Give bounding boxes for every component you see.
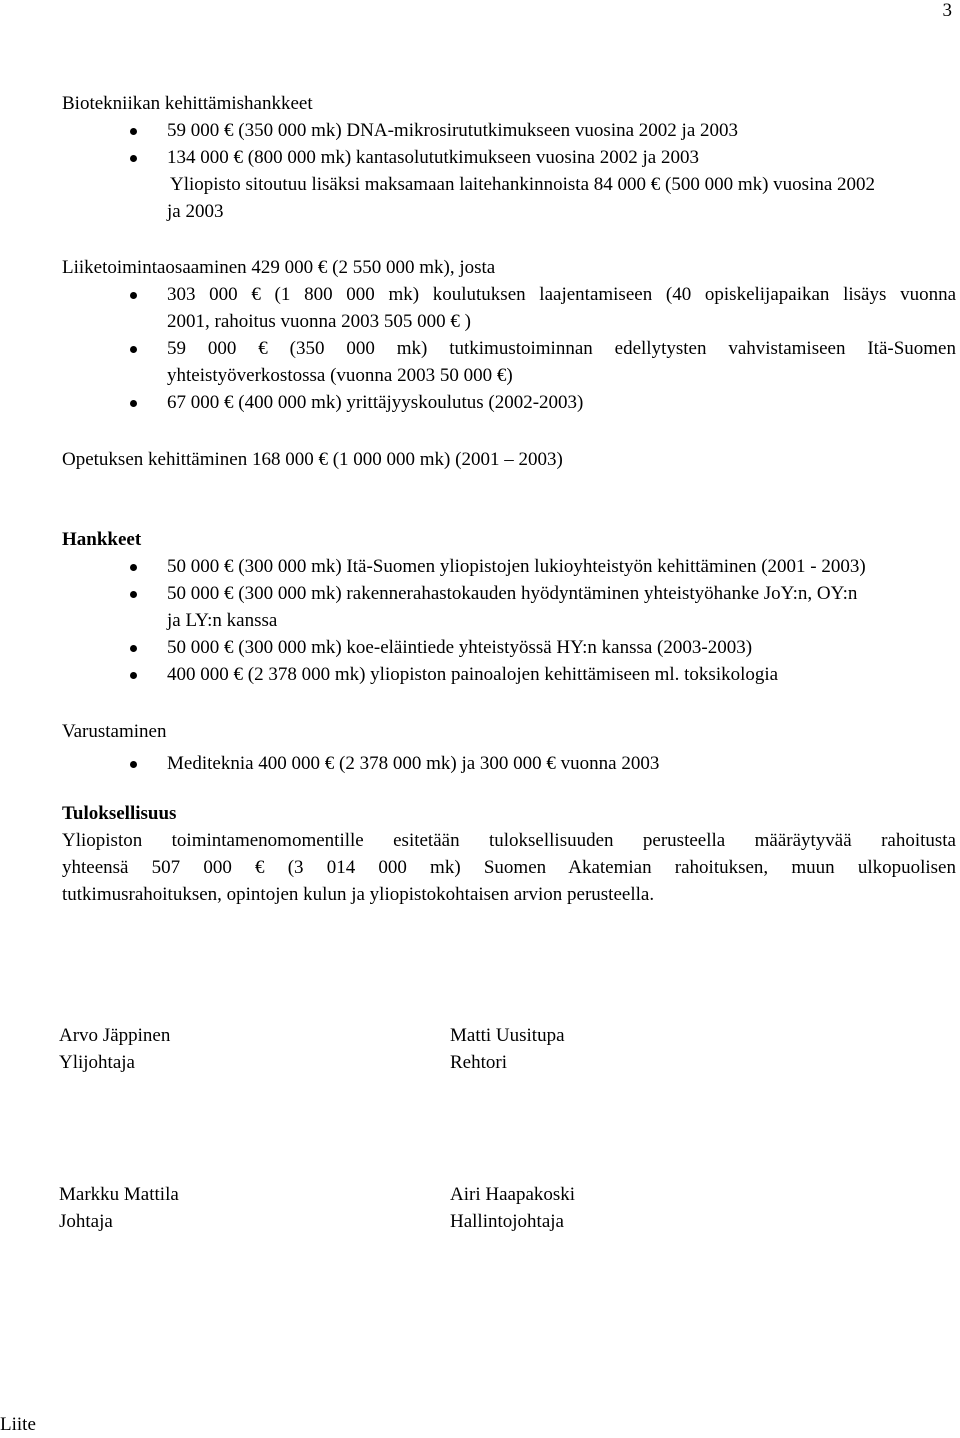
list-item: 50 000 € (300 000 mk) Itä-Suomen yliopistojen lukioyhteistyön kehittäminen (2001 - 2003) (62, 553, 956, 580)
list-item: ja 2003 (167, 201, 224, 222)
signatory-title: Ylijohtaja (59, 1052, 135, 1073)
page-number: 3 (942, 0, 952, 21)
list-item: 303 000 € (1 800 000 mk) koulutuksen laajentamiseen (40 opiskelijapaikan lisäys vuonna 2001, rahoitus vuonna 2003 505 000 € ) (62, 281, 956, 335)
paragraph-line: Yliopiston toimintamenomomentille esitetään tuloksellisuuden perusteella määräytyvää rahoitusta (62, 830, 956, 851)
section-projects (62, 526, 956, 688)
attachment-label: Liite (0, 1414, 36, 1435)
signature-block (59, 1022, 170, 1076)
bullet-icon (130, 591, 137, 598)
list-item: 59 000 € (350 000 mk) tutkimustoiminnan edellytysten vahvistamiseen Itä-Suomen yhteistyöverkostossa (vuonna 2003 50 000 €) (62, 335, 956, 389)
list-item: 134 000 € (800 000 mk) kantasolututkimukseen vuosina 2002 ja 2003 (62, 144, 956, 171)
bullet-list (62, 281, 956, 416)
list-item: 400 000 € (2 378 000 mk) yliopiston painoalojen kehittämiseen ml. toksikologia (62, 661, 956, 688)
bullet-icon (130, 346, 137, 353)
list-item: 50 000 € (300 000 mk) rakennerahastokauden hyödyntäminen yhteistyöhanke JoY:n, OY:n ja LY:n kanssa (62, 580, 956, 634)
section-biotech (62, 90, 956, 225)
list-item: 59 000 € (350 000 mk) DNA-mikrosirututkimukseen vuosina 2002 ja 2003 (62, 117, 956, 144)
signatory-name: Arvo Jäppinen (59, 1025, 171, 1046)
list-item: Yliopisto sitoutuu lisäksi maksamaan laitehankinnoista 84 000 € (500 000 mk) vuosina 2002 (170, 174, 876, 195)
list-item: Mediteknia 400 000 € (2 378 000 mk) ja 300 000 € vuonna 2003 (62, 750, 956, 777)
section-heading: Hankkeet (62, 529, 142, 550)
bullet-icon (130, 761, 137, 768)
bullet-icon (130, 155, 137, 162)
paragraph-line: yhteensä 507 000 € (3 014 000 mk) Suomen Akatemian rahoituksen, muun ulkopuolisen (62, 857, 956, 878)
section-heading: Opetuksen kehittäminen 168 000 € (1 000 000 mk) (2001 – 2003) (62, 449, 563, 470)
bullet-icon (130, 292, 137, 299)
signature-block (450, 1181, 575, 1235)
signatory-name: Airi Haapakoski (450, 1184, 576, 1205)
bullet-icon (130, 672, 137, 679)
section-results (62, 800, 956, 908)
list-item: 67 000 € (400 000 mk) yrittäjyyskoulutus (2002-2003) (62, 389, 956, 416)
paragraph-line: tutkimusrahoituksen, opintojen kulun ja yliopistokohtaisen arvion perusteella. (62, 884, 655, 905)
signatory-title: Rehtori (450, 1052, 507, 1073)
section-heading: Tuloksellisuus (62, 803, 177, 824)
signatory-name: Matti Uusitupa (450, 1025, 565, 1046)
signatory-name: Markku Mattila (59, 1184, 179, 1205)
section-business (62, 254, 956, 416)
signature-block (59, 1181, 179, 1235)
bullet-icon (130, 564, 137, 571)
list-item: 50 000 € (300 000 mk) koe-eläintiede yhteistyössä HY:n kanssa (2003-2003) (62, 634, 956, 661)
section-heading: Liiketoimintaosaaminen 429 000 € (2 550 000 mk), josta (62, 257, 496, 278)
section-heading: Biotekniikan kehittämishankkeet (62, 93, 313, 114)
bullet-icon (130, 400, 137, 407)
section-equipment (62, 718, 956, 777)
bullet-list (62, 553, 956, 688)
bullet-list (62, 750, 956, 777)
signatory-title: Hallintojohtaja (450, 1211, 564, 1232)
bullet-icon (130, 128, 137, 135)
signatory-title: Johtaja (59, 1211, 113, 1232)
bullet-list (62, 117, 956, 225)
section-teaching (62, 446, 956, 473)
signature-block (450, 1022, 565, 1076)
bullet-icon (130, 645, 137, 652)
section-heading: Varustaminen (62, 721, 167, 742)
